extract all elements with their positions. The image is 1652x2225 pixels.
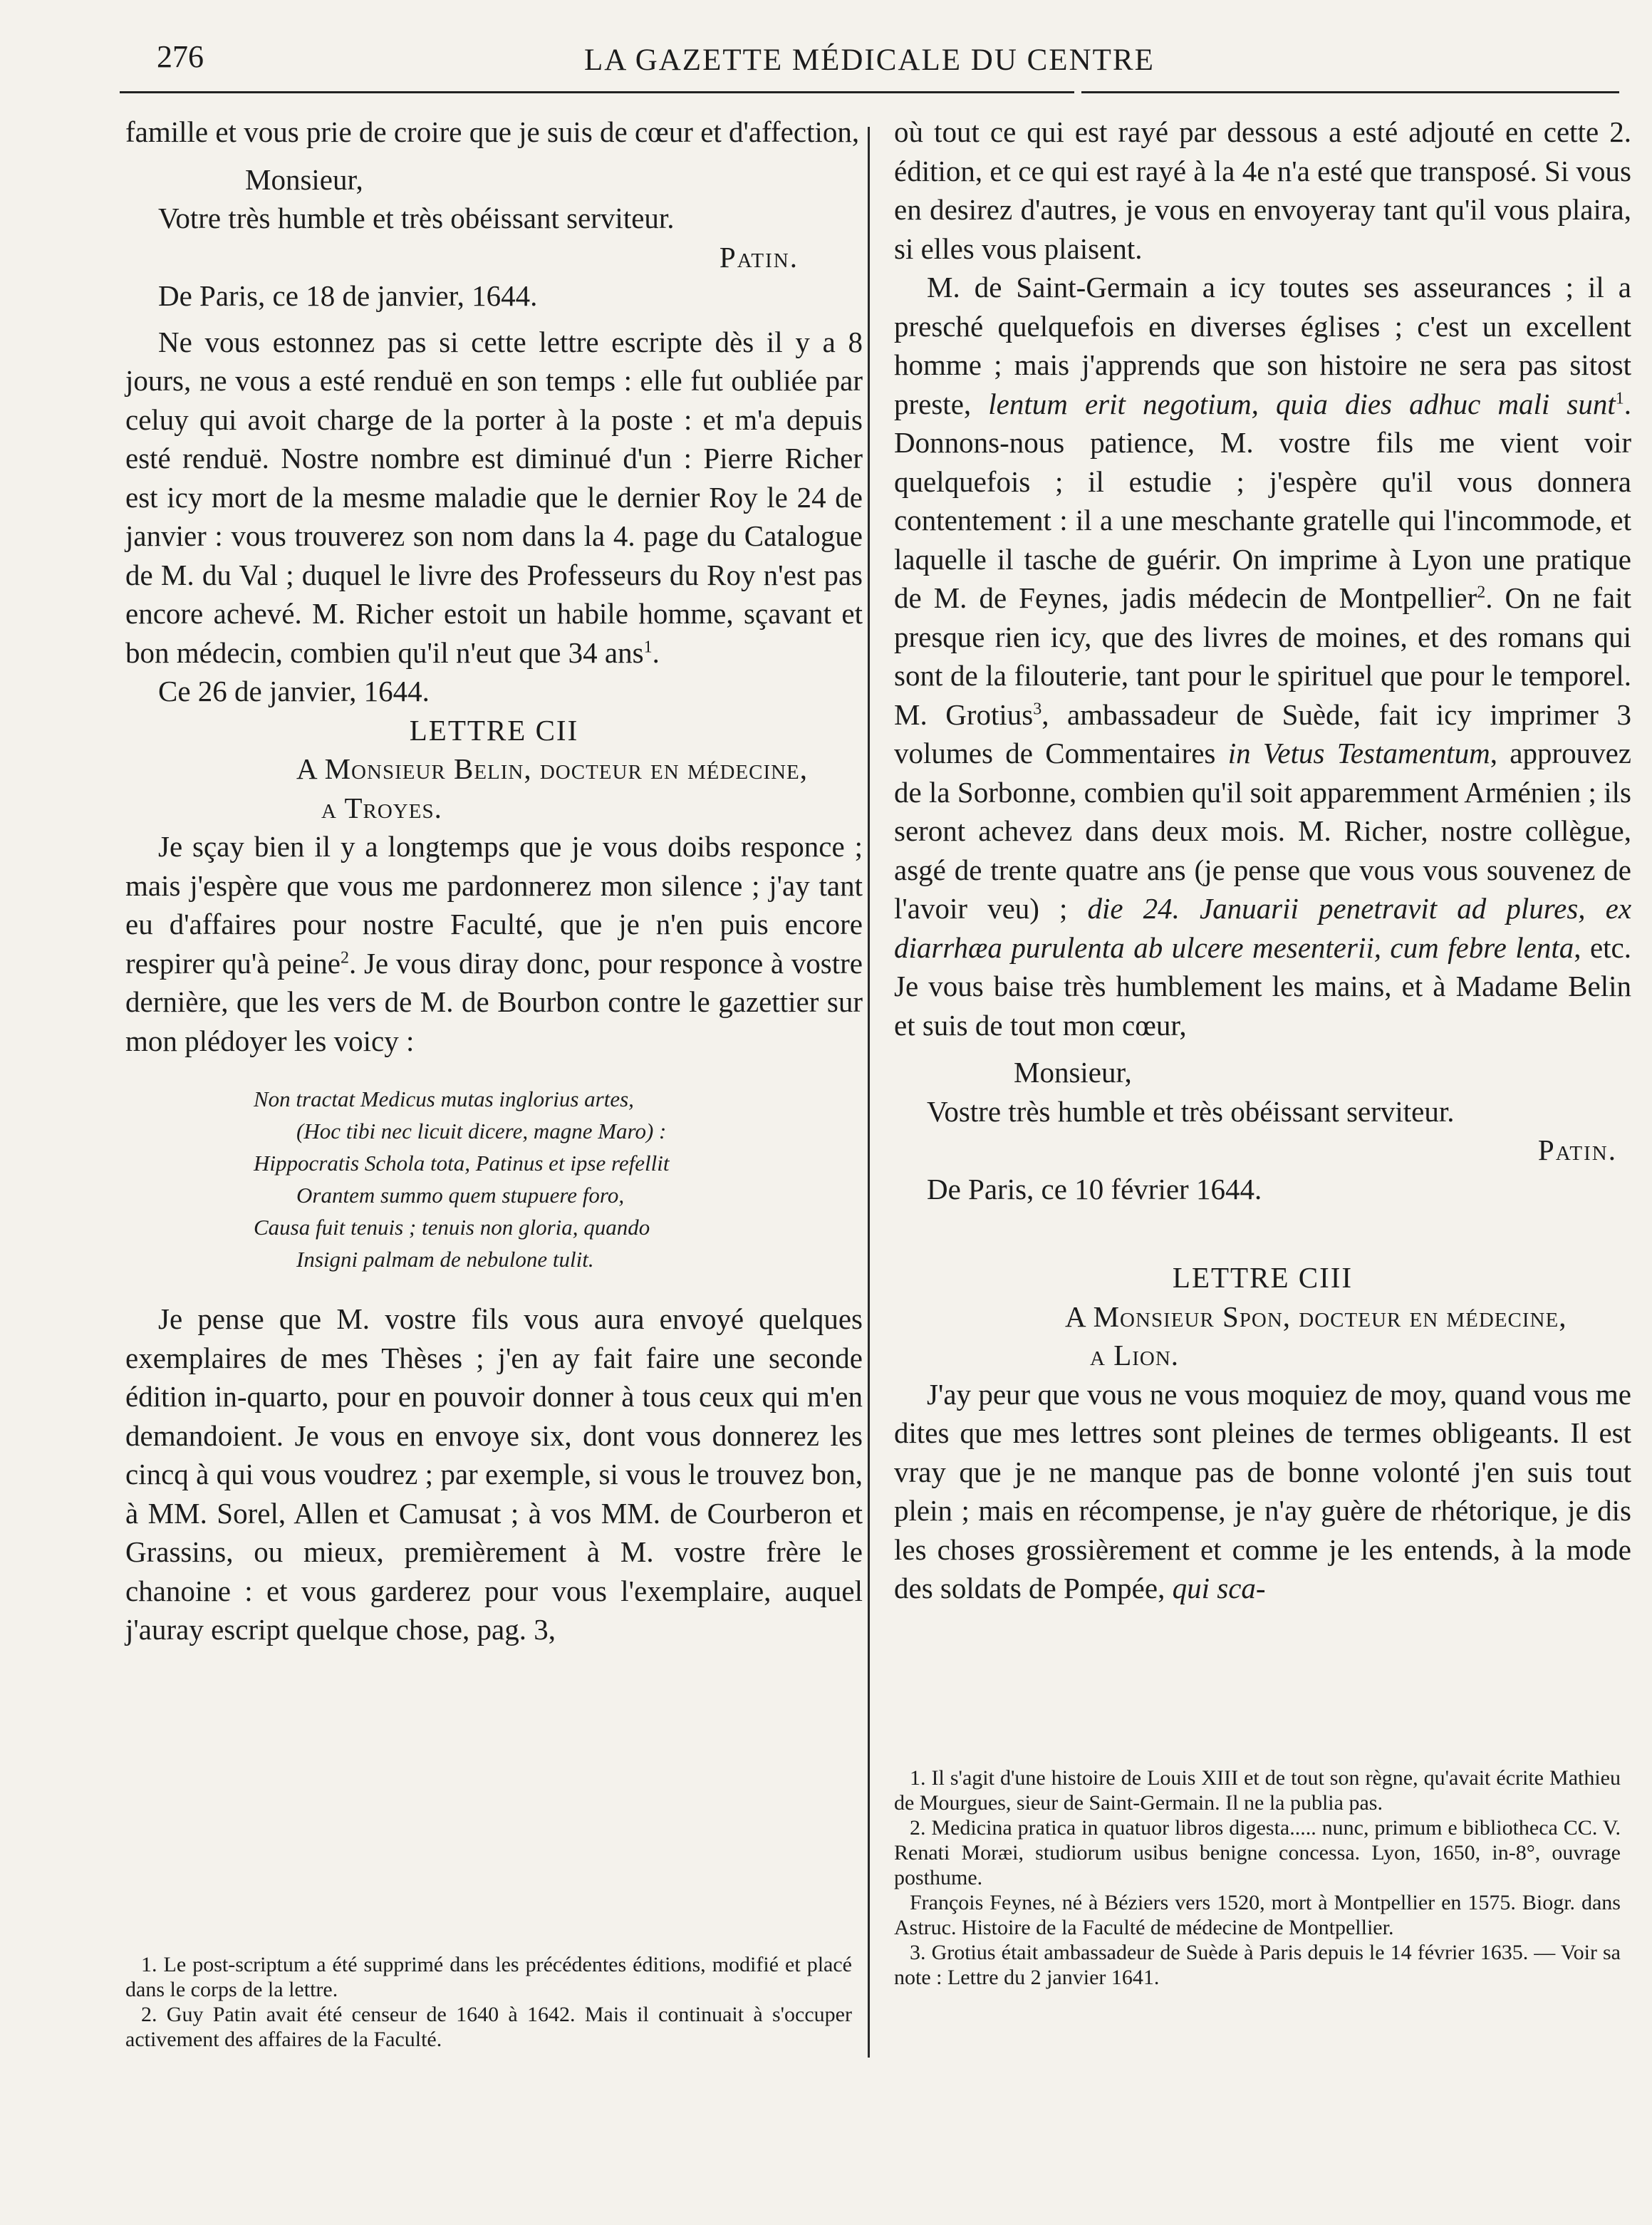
left-column bbox=[125, 113, 863, 1649]
verse-line: Orantem summo quem stupuere foro, bbox=[296, 1183, 625, 1208]
footnote-ref: 1 bbox=[1615, 388, 1624, 408]
footnote-ref: 2 bbox=[1477, 583, 1486, 602]
latin-phrase: lentum erit negotium, quia dies adhuc mali sunt bbox=[988, 387, 1616, 420]
latin-verse bbox=[125, 1083, 863, 1275]
verse-line: Causa fuit tenuis ; tenuis non gloria, quando bbox=[254, 1215, 650, 1240]
postscript: Ne vous estonnez pas si cette lettre escripte dès il y a 8 jours, ne vous a esté renduë en son temps : elle fut oubliée par celuy qui avoit charge de la porter à la poste : et m'a depuis esté renduë. Nostre nombre est diminué d'un : Pierre Richer est icy mort de la mesme maladie que le dernier Roy le 24 de janvier : vous trouverez son nom dans la 4. page du Catalogue de M. du Val ; duquel le livre des Professeurs du Roy n'est pas encore achevé. M. Richer estoit un habile homme, sçavant et bon médecin, combien qu'il n'eut que 34 ans$^1$. bbox=[125, 325, 863, 669]
footnotes-right bbox=[894, 1765, 1621, 1990]
footnotes-left bbox=[125, 1952, 852, 2052]
right-column bbox=[894, 113, 1631, 1608]
paragraph: J'ay peur que vous ne vous moquiez de moy, quand vous me dites que mes lettres sont pleines de termes obligeants. Il est vray que je ne manque pas de bonne volonté j'en suis tout plein ; mais en récompense, je n'ay guère de rhétorique, je dis les choses grossièrement et comme je les entends, à la mode des soldats de Pompée, qui sca- bbox=[894, 1377, 1631, 1604]
letter-title: LETTRE CIII bbox=[1172, 1261, 1354, 1294]
latin-phrase: die 24. Januarii penetravit ad plures, ex diarrhæa purulenta ab ulcere mesenterii, cum febre lenta bbox=[894, 892, 1632, 964]
signature: Patin. bbox=[719, 240, 799, 274]
column-divider bbox=[868, 127, 870, 2058]
address-line-1: A Monsieur Spon, docteur en médecine, bbox=[1065, 1300, 1567, 1333]
verse-line: Insigni palmam de nebulone tulit. bbox=[296, 1247, 594, 1272]
verse-line: Non tractat Medicus mutas inglorius artes, bbox=[254, 1086, 634, 1111]
verse-line: (Hoc tibi nec licuit dicere, magne Maro) : bbox=[296, 1119, 667, 1143]
closing: Vostre très humble et très obéissant serviteur. bbox=[927, 1094, 1455, 1128]
header-rule-right bbox=[1081, 91, 1619, 93]
footnote: 2. Medicina pratica in quatuor libros digesta..... nunc, primum e bibliotheca CC. V. Renati Moræi, studiorum usibus benigne concessa. Lyon, 1650, in-8°, ouvrage posthume. bbox=[894, 1816, 1621, 1889]
footnote: François Feynes, né à Béziers vers 1520, mort à Montpellier en 1575. Biogr. dans Astruc. Histoire de la Faculté de médecine de Montpellier. bbox=[894, 1891, 1621, 1939]
address-line-2: a Lion. bbox=[1090, 1339, 1180, 1371]
dateline: De Paris, ce 10 février 1644. bbox=[927, 1172, 1262, 1205]
paragraph: Je sçay bien il y a longtemps que je vous doibs responce ; mais j'espère que vous me pardonnerez mon silence ; j'ay tant eu d'affaires pour nostre Faculté, que je n'en puis encore respirer qu'à peine$^2$. Je vous diray donc, pour responce à vostre dernière, que les vers de M. de Bourbon contre le gazettier sur mon plédoyer les voicy : bbox=[125, 830, 863, 1057]
signature: Patin. bbox=[1537, 1134, 1617, 1166]
footnote: 2. Guy Patin avait été censeur de 1640 à 1642. Mais il continuait à s'occuper activement des affaires de la Faculté. bbox=[125, 2003, 852, 2051]
paragraph: M. de Saint-Germain a icy toutes ses asseurances ; il a presché quelquefois en diverses églises ; c'est un excellent homme ; mais j'apprends que son histoire ne sera pas sitost preste, lentum erit negotium, quia dies adhuc mali sunt$^1$. Donnons-nous patience, M. vostre fils me vient voir quelquefois ; il estudie ; j'espère qu'il vous donnera contentement : il a une meschante gratelle qui l'incommode, et laquelle il tasche de guérir. On imprime à Lyon une pratique de M. de Feynes, jadis médecin de Montpellier$^2$. On ne fait presque rien icy, que des livres de moines, et des romans qui sont de la filouterie, tant pour le spirituel que pour le temporel. M. Grotius$^3$, ambassadeur de Suède, fait icy imprimer 3 volumes de Commentaires in Vetus Testamentum, approuvez de la Sorbonne, combien qu'il soit apparemment Arménien ; ils seront achevez dans deux mois. M. Richer, nostre collègue, asgé de trente quatre ans (je pense que vous vous souvenez de l'avoir veu) ; die 24. Januarii penetravit ad plures, ex diarrhæa purulenta ab ulcere mesenterii, cum febre lenta, etc. Je vous baise très humblement les mains, et à Madame Belin et suis de tout mon cœur, bbox=[894, 271, 1632, 1042]
dateline: De Paris, ce 18 de janvier, 1644. bbox=[158, 279, 538, 312]
verse-line: Hippocratis Schola tota, Patinus et ipse refellit bbox=[254, 1151, 670, 1176]
salutation: Monsieur, bbox=[1014, 1056, 1132, 1089]
address-line-2: a Troyes. bbox=[321, 791, 442, 824]
address-line-1: A Monsieur Belin, docteur en médecine, bbox=[296, 752, 809, 785]
closing: Votre très humble et très obéissant serviteur. bbox=[158, 202, 675, 234]
footnote-ref: 3 bbox=[1033, 699, 1042, 718]
footnote: 3. Grotius était ambassadeur de Suède à Paris depuis le 14 février 1635. — Voir sa note : Lettre du 2 janvier 1641. bbox=[894, 1941, 1621, 1989]
salutation: Monsieur, bbox=[245, 162, 363, 196]
footnote-ref: 1 bbox=[643, 637, 653, 656]
letter-title: LETTRE CII bbox=[409, 713, 579, 747]
paragraph: où tout ce qui est rayé par dessous a esté adjouté en cette 2. édition, et ce qui est rayé à la 4e n'a esté que transposé. Si vous en desirez d'autres, je vous en envoyeray tant qu'il vous plaira, si elles vous plaisent. bbox=[894, 115, 1631, 265]
running-title: LA GAZETTE MÉDICALE DU CENTRE bbox=[584, 43, 1155, 77]
header-rule-left bbox=[120, 91, 1074, 93]
paragraph: Je pense que M. vostre fils vous aura envoyé quelques exemplaires de mes Thèses ; j'en ay fait faire une seconde édition in-quarto, pour en pouvoir donner à tous ceux qui m'en demandoient. Je vous en envoye six, dont vous donnerez les cincq à qui vous voudrez ; par exemple, si vous le trouvez bon, à MM. Sorel, Allen et Camusat ; à vos MM. de Courberon et Grassins, ou mieux, premièrement à M. vostre frère le chanoine : et vous garderez pour vous l'exemplaire, auquel j'auray escript quelque chose, pag. 3, bbox=[125, 1302, 863, 1646]
footnote: 1. Le post-scriptum a été supprimé dans les précédentes éditions, modifié et placé dans le corps de la lettre. bbox=[125, 1953, 852, 2001]
latin-phrase: qui sca- bbox=[1172, 1572, 1266, 1604]
footnote: 1. Il s'agit d'une histoire de Louis XIII et de tout son règne, qu'avait écrite Mathieu de Mourgues, sieur de Saint-Germain. Il ne la publia pas. bbox=[894, 1766, 1621, 1815]
ps-date: Ce 26 de janvier, 1644. bbox=[158, 675, 430, 707]
opening-line: famille et vous prie de croire que je suis de cœur et d'affection, bbox=[125, 115, 860, 148]
latin-phrase: in Vetus Testamentum bbox=[1227, 737, 1490, 769]
footnote-ref: 2 bbox=[341, 948, 349, 967]
page-number: 276 bbox=[157, 39, 204, 74]
